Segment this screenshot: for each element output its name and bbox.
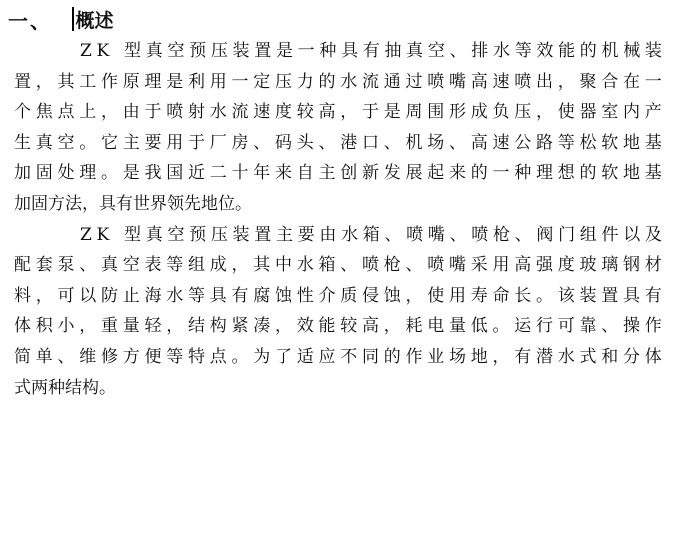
text-cursor-icon: [72, 7, 74, 31]
paragraph-2-line-4: 体 积 小 ， 重 量 轻 ， 结 构 紧 凑 ， 效 能 较 高 ， 耗 电 量 低 。 运 行 可 靠 、 操 作: [14, 316, 662, 337]
paragraph-1-line-5: 加 固 处 理 。 是 我 国 近 二 十 年 来 自 主 创 新 发 展 起 来 的 一 种 理 想 的 软 地 基: [14, 163, 662, 184]
paragraph-1-line-1: Z K 型 真 空 预 压 装 置 是 一 种 具 有 抽 真 空 、 排 水 等 效 能 的 机 械 装: [80, 41, 662, 61]
paragraph-1-line-6: 加固方法，具有世界领先地位。: [14, 193, 252, 214]
paragraph-2-line-2: 配 套 泵 、 真 空 表 等 组 成 ， 其 中 水 箱 、 喷 枪 、 喷 嘴 采 用 高 强 度 玻 璃 钢 材: [14, 255, 662, 276]
paragraph-1-line-3: 个 焦 点 上 ， 由 于 喷 射 水 流 速 度 较 高 ， 于 是 周 围 形 成 负 压 ， 使 器 室 内 产: [14, 102, 662, 123]
section-number: 一、: [8, 8, 52, 33]
paragraph-2-line-5: 简 单 、 维 修 方 便 等 特 点 。 为 了 适 应 不 同 的 作 业 场 地 ， 有 潜 水 式 和 分 体: [14, 346, 662, 367]
paragraph-2-line-6: 式两种结构。: [14, 377, 116, 398]
body-text: [14, 36, 662, 403]
paragraph-1-line-4: 生 真 空 。 它 主 要 用 于 厂 房 、 码 头 、 港 口 、 机 场 、 高 速 公 路 等 松 软 地 基: [14, 132, 662, 153]
section-title: 概述: [75, 9, 114, 32]
section-heading: [8, 2, 114, 36]
paragraph-2-line-3: 料 ， 可 以 防 止 海 水 等 具 有 腐 蚀 性 介 质 侵 蚀 ， 使 用 寿 命 长 。 该 装 置 具 有: [14, 285, 662, 306]
paragraph-1-line-2: 置 ， 其 工 作 原 理 是 利 用 一 定 压 力 的 水 流 通 过 喷 嘴 高 速 喷 出 ， 聚 合 在 一: [14, 71, 662, 92]
paragraph-2-line-1: Z K 型 真 空 预 压 装 置 主 要 由 水 箱 、 喷 嘴 、 喷 枪 、 阀 门 组 件 以 及: [80, 224, 662, 245]
